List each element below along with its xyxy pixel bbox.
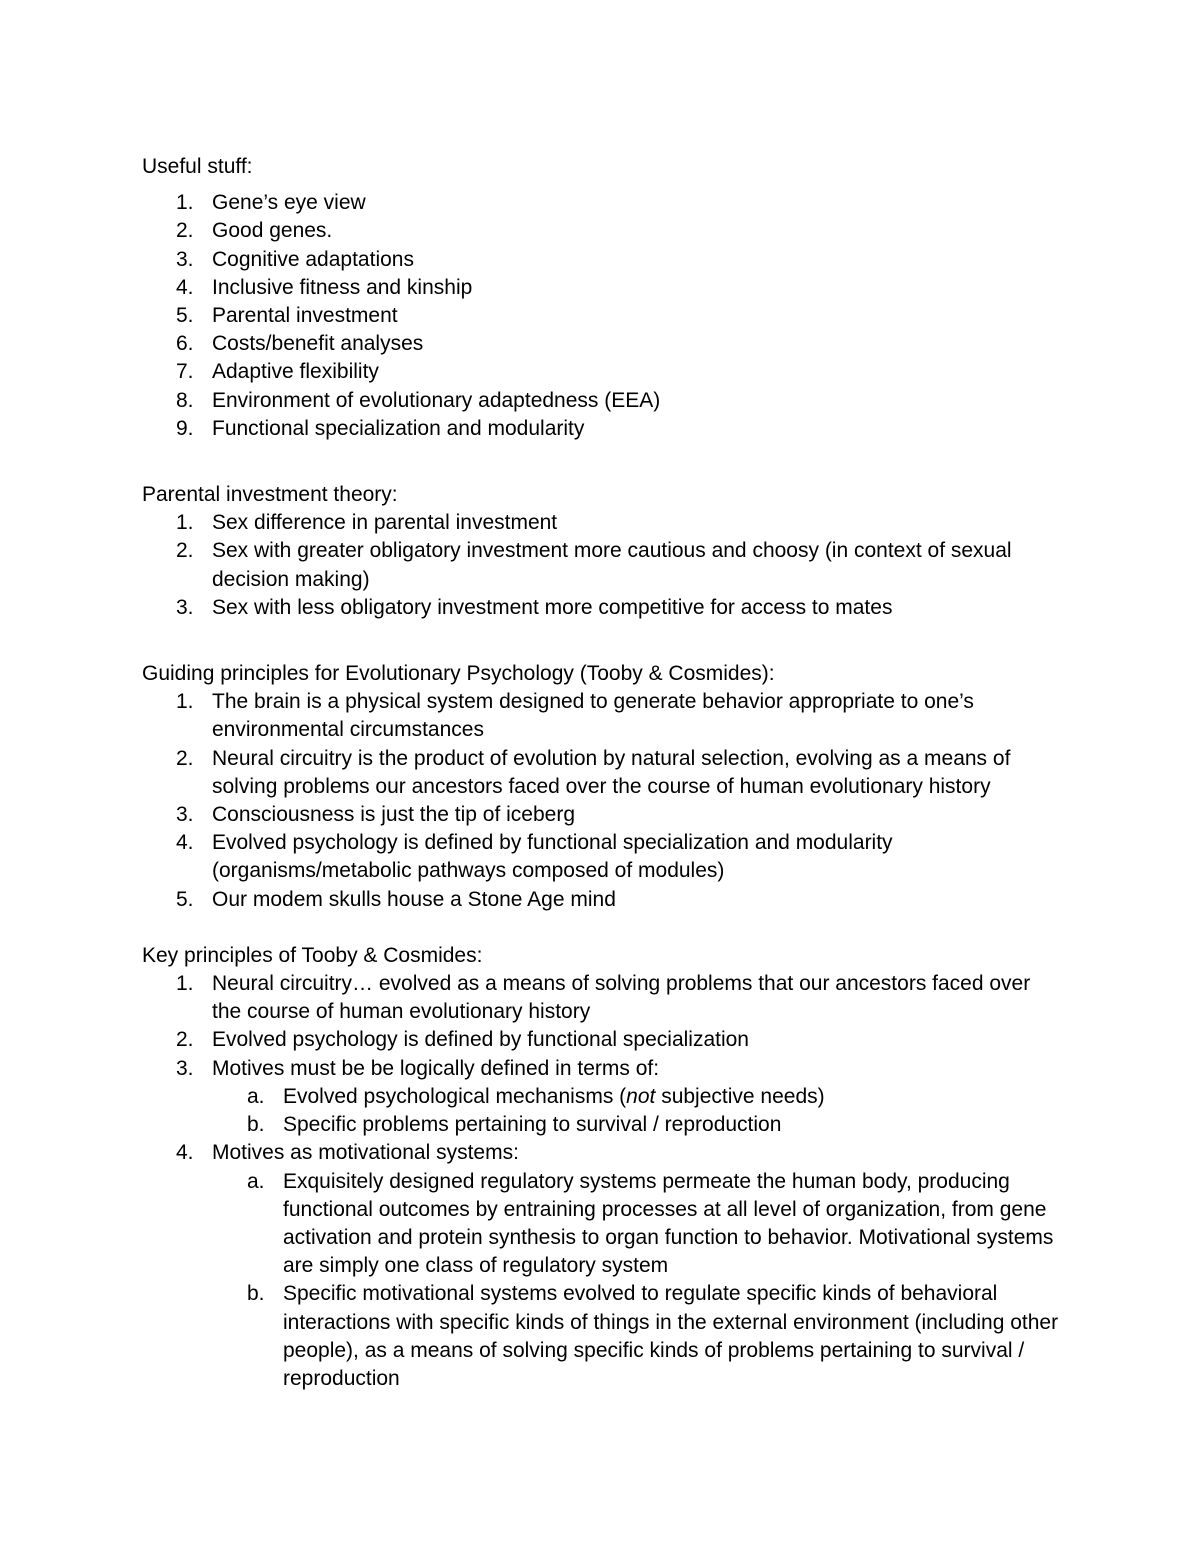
sub-list-item: b. Specific problems pertaining to survival / reproduction: [247, 1113, 782, 1137]
list-item: 4. Evolved psychology is defined by functional specialization and modularity (organisms/metabolic pathways composed of modules): [176, 831, 893, 883]
list-item: 5. Our modem skulls house a Stone Age mind: [176, 887, 616, 911]
document-body: [142, 153, 1062, 1393]
list-item: 4. Motives as motivational systems: a. Exquisitely designed regulatory systems permeate the human body, producing functional outcomes by entraining processes at all level of organization, from gene activation and protein synthesis to organ function to behavior. Motivational systems are simply one class of regulatory system b. Specific motivational systems evolved to regulate specific kinds of behavioral interactions with specific kinds of things in the external environment (including other people), as a means of solving specific kinds of problems pertaining to survival / reproduction: [142, 1139, 1062, 1393]
list-item: 3. Sex with less obligatory investment more competitive for access to mates: [176, 595, 893, 619]
sub-list-item: a. Exquisitely designed regulatory systems permeate the human body, producing functional outcomes by entraining processes at all level of organization, from gene activation and protein synthesis to organ function to behavior. Motivational systems are simply one class of regulatory system: [247, 1169, 1054, 1278]
list-item: 2. Neural circuitry is the product of evolution by natural selection, evolving as a means of solving problems our ancestors faced over the course of human evolutionary history: [176, 746, 1011, 798]
list-item: 9. Functional specialization and modularity: [176, 416, 585, 440]
useful-stuff-list: [142, 189, 1062, 443]
key-principles-list: [142, 970, 1062, 1393]
list-item: 2. Evolved psychology is defined by functional specialization: [176, 1028, 749, 1052]
list-item: 1. Gene’s eye view: [176, 191, 366, 215]
list-item: 5. Parental investment: [176, 304, 398, 328]
sub-list: [212, 1083, 1062, 1139]
list-item: 3. Cognitive adaptations: [176, 247, 414, 271]
emphasis-text: not: [626, 1084, 656, 1108]
sub-list: [212, 1168, 1062, 1394]
list-item: 2. Sex with greater obligatory investment more cautious and choosy (in context of sexual decision making): [176, 539, 1012, 591]
list-item: 6. Costs/benefit analyses: [176, 332, 424, 356]
list-item: 4. Inclusive fitness and kinship: [176, 275, 473, 299]
parental-investment-theory-list: [142, 509, 1062, 622]
list-item: 3. Motives must be be logically defined in terms of: a. Evolved psychological mechanisms (not subjective needs) b. Specific problems pertaining to survival / reproduction: [142, 1055, 1062, 1140]
section-heading-key-principles: Key principles of Tooby & Cosmides:: [142, 943, 483, 967]
list-item: 1. Neural circuitry… evolved as a means of solving problems that our ancestors faced over the course of human evolutionary history: [176, 972, 1031, 1024]
section-heading-useful-stuff: Useful stuff:: [142, 155, 253, 178]
list-item: 2. Good genes.: [176, 219, 333, 243]
list-item: 3. Consciousness is just the tip of iceberg: [176, 803, 576, 827]
list-item: 8. Environment of evolutionary adaptedness (EEA): [176, 388, 661, 412]
sub-list-item: a. Evolved psychological mechanisms (not subjective needs): [247, 1084, 825, 1108]
sub-list-item: b. Specific motivational systems evolved to regulate specific kinds of behavioral interactions with specific kinds of things in the external environment (including other people), as a means of solving specific kinds of problems pertaining to survival / reproduction: [247, 1282, 1059, 1390]
guiding-principles-list: [142, 688, 1062, 914]
list-item: 7. Adaptive flexibility: [176, 360, 379, 384]
section-heading-guiding-principles: Guiding principles for Evolutionary Psychology (Tooby & Cosmides):: [142, 662, 775, 686]
list-item: 1. The brain is a physical system designed to generate behavior appropriate to one’s environmental circumstances: [176, 690, 974, 742]
list-item: 1. Sex difference in parental investment: [176, 511, 558, 535]
section-heading-parental-investment-theory: Parental investment theory:: [142, 483, 398, 507]
